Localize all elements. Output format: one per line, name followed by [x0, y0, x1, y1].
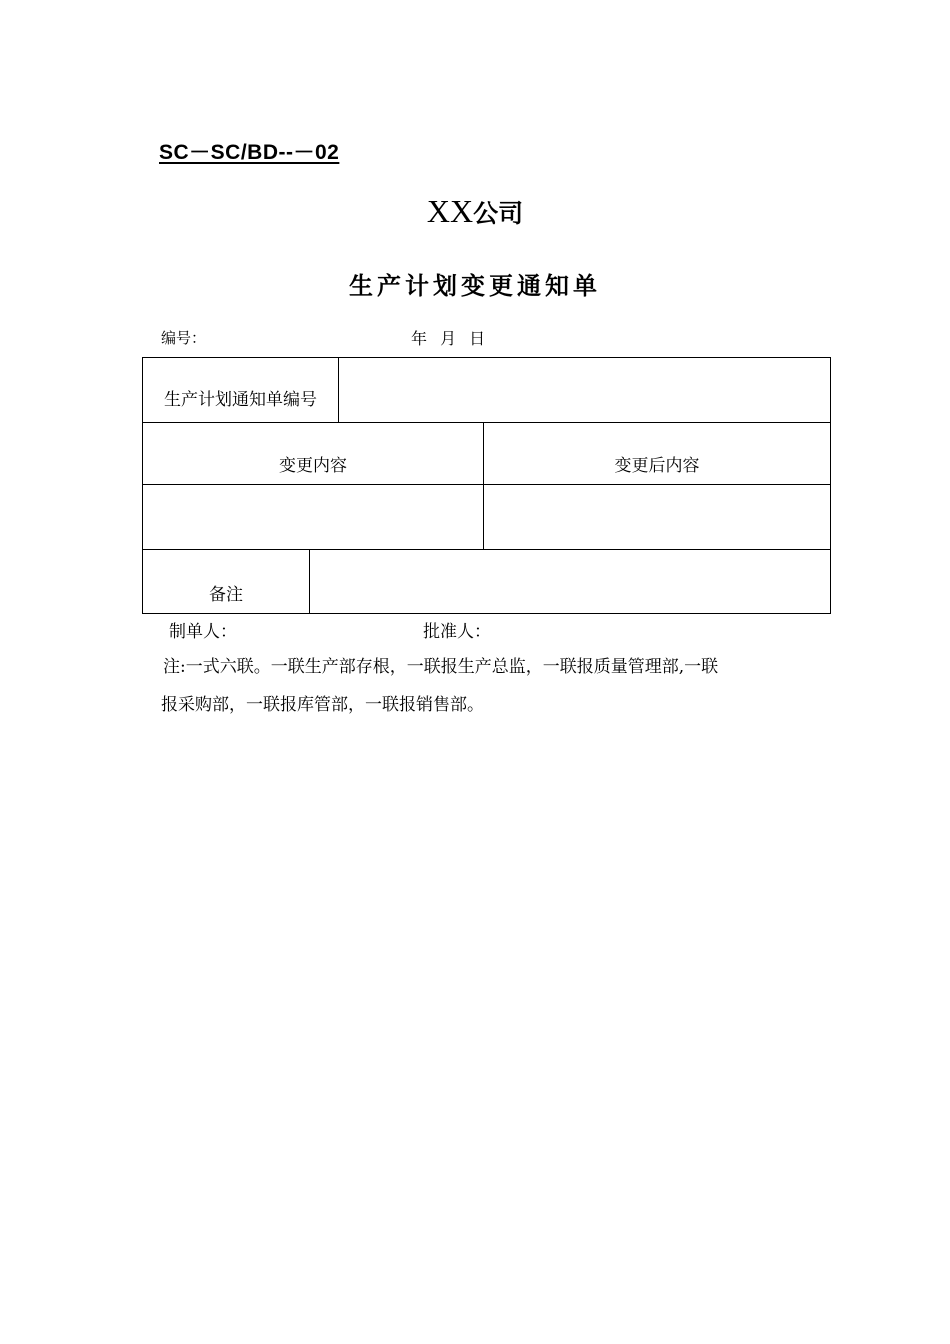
- notice-number-label: 生产计划通知单编号: [164, 390, 317, 410]
- remarks-label: 备注: [209, 585, 243, 605]
- changed-content-header-cell: [484, 423, 830, 484]
- company-name-latin: XX: [426, 193, 474, 229]
- change-content-header-cell: [143, 423, 484, 484]
- change-notice-table: [142, 357, 831, 614]
- document-code: SC－SC/BD--－02: [159, 141, 340, 164]
- preparer-label: 制单人：: [169, 622, 237, 642]
- notice-number-value-cell[interactable]: [339, 358, 830, 422]
- change-content-header: 变更内容: [279, 456, 347, 476]
- changed-content-value-cell[interactable]: [484, 485, 830, 549]
- note-line-2: 报采购部，一联报库管部，一联报销售部。: [161, 695, 484, 715]
- date-label: 年 月 日: [411, 329, 486, 348]
- notice-number-label-cell: [143, 358, 339, 422]
- changed-content-header: 变更后内容: [614, 456, 700, 476]
- remarks-value-cell[interactable]: [310, 550, 830, 613]
- company-name: [0, 193, 950, 230]
- change-content-value-cell[interactable]: [143, 485, 484, 549]
- approver-label: 批准人：: [423, 622, 491, 642]
- remarks-label-cell: [143, 550, 310, 613]
- number-label: 编号：: [161, 329, 207, 347]
- table-row-change-headers: [143, 423, 830, 485]
- company-name-cjk: 公司: [473, 199, 524, 228]
- table-row-remarks: [143, 550, 830, 613]
- table-row-change-values: [143, 485, 830, 550]
- table-row-notice-number: [143, 358, 830, 423]
- note-line-1: 注:一式六联。一联生产部存根，一联报生产总监，一联报质量管理部,一联: [163, 657, 719, 677]
- form-title: 生产计划变更通知单: [349, 272, 601, 300]
